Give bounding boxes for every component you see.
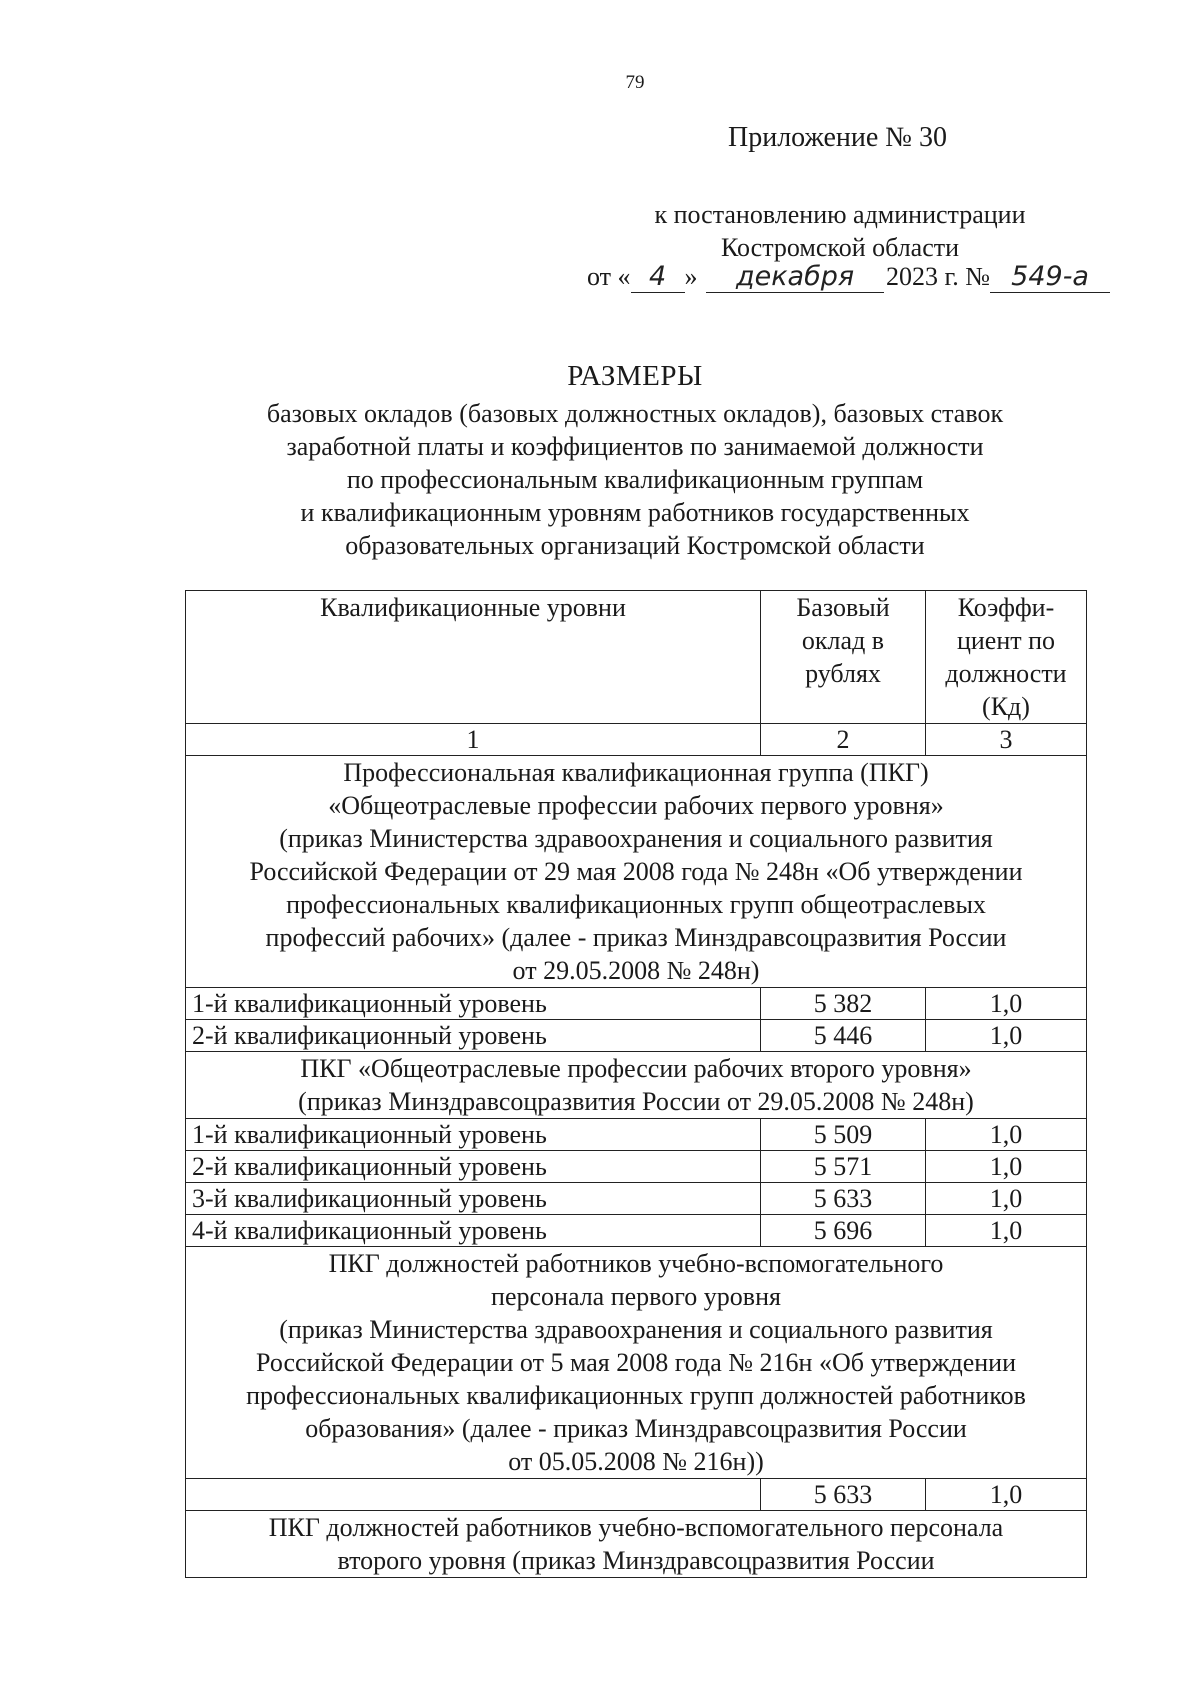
group-title-line: ПКГ «Общеотраслевые профессии рабочих второго уровня» [300,1054,972,1083]
column-header-line: (Кд) [982,692,1030,721]
group-title [186,1247,1087,1479]
group-title-line: «Общеотраслевые профессии рабочих первого уровня» [328,791,944,820]
decree-reference-line: к постановлению администрации [654,200,1026,229]
subtitle-line: базовых окладов (базовых должностных окладов), базовых ставок [266,399,1004,428]
salary-cell: 5 446 [761,1020,926,1052]
page-number: 79 [625,72,645,93]
table-row [186,1183,1087,1215]
column-header-line: Квалификационные уровни [320,593,626,622]
column-number: 3 [926,724,1087,756]
coefficient-cell: 1,0 [926,1119,1087,1151]
column-header-salary [761,591,926,724]
column-number-row [186,724,1087,756]
subtitle-line: заработной платы и коэффициентов по занимаемой должности [286,432,984,461]
group-title [186,1052,1087,1119]
handwritten-day: 4 [631,262,685,293]
table-row [186,1479,1087,1511]
document-subtitle [210,397,1060,562]
level-cell: 4-й квалификационный уровень [186,1215,761,1247]
handwritten-month: декабря [706,262,884,293]
group-title-line: ПКГ должностей работников учебно-вспомогательного персонала [268,1513,1004,1542]
appendix-title: Приложение № 30 [728,122,947,153]
salary-cell: 5 633 [761,1183,926,1215]
group-header-row [186,1247,1087,1479]
level-cell: 2-й квалификационный уровень [186,1020,761,1052]
group-header-row [186,1052,1087,1119]
group-title-line: (приказ Министерства здравоохранения и социального развития [279,1315,993,1344]
column-header-line: Базовый [796,593,890,622]
coefficient-cell: 1,0 [926,1020,1087,1052]
header-row [186,591,1087,724]
subtitle-line: образовательных организаций Костромской области [345,531,925,560]
salary-cell: 5 633 [761,1479,926,1511]
date-prefix: от « [587,262,631,291]
document-title: РАЗМЕРЫ [567,360,703,392]
group-title-line: ПКГ должностей работников учебно-вспомогательного [328,1249,944,1278]
coefficient-cell: 1,0 [926,1183,1087,1215]
group-title-line: профессиональных квалификационных групп общеотраслевых [286,890,986,919]
level-cell [186,1479,761,1511]
handwritten-decree-number: 549-а [990,262,1110,293]
column-header-coefficient [926,591,1087,724]
table-row [186,1119,1087,1151]
group-title-line: второго уровня (приказ Минздравсоцразвития России [337,1546,935,1575]
decree-reference [640,198,1040,264]
group-title [186,756,1087,988]
group-header-row [186,1511,1087,1578]
group-title-line: персонала первого уровня [491,1282,781,1311]
column-number: 2 [761,724,926,756]
group-title-line: (приказ Министерства здравоохранения и социального развития [279,824,993,853]
coefficient-cell: 1,0 [926,988,1087,1020]
coefficient-cell: 1,0 [926,1151,1087,1183]
level-cell: 1-й квалификационный уровень [186,1119,761,1151]
decree-reference-line: Костромской области [720,233,960,262]
decree-date-line [587,262,1110,293]
subtitle-line: по профессиональным квалификационным группам [346,465,924,494]
column-number: 1 [186,724,761,756]
subtitle-line: и квалификационным уровням работников государственных [300,498,970,527]
group-title-line: (приказ Минздравсоцразвития России от 29.05.2008 № 248н) [298,1087,974,1116]
column-header-levels [186,591,761,724]
column-header-line: Коэффи- [957,593,1055,622]
salary-cell: 5 509 [761,1119,926,1151]
group-title-line: профессиональных квалификационных групп должностей работников [246,1381,1026,1410]
level-cell: 2-й квалификационный уровень [186,1151,761,1183]
group-header-row [186,756,1087,988]
group-title [186,1511,1087,1578]
table-row [186,1151,1087,1183]
coefficient-cell: 1,0 [926,1479,1087,1511]
salary-cell: 5 571 [761,1151,926,1183]
group-title-line: от 05.05.2008 № 216н)) [508,1447,764,1476]
column-header-line: циент по [956,626,1056,655]
decree-year: 2023 г. № [886,262,991,291]
column-header-line: оклад в [801,626,885,655]
column-header-line: рублях [805,659,881,688]
table-row [186,1215,1087,1247]
level-cell: 3-й квалификационный уровень [186,1183,761,1215]
quote-close: » [684,262,698,291]
group-title-line: Российской Федерации от 29 мая 2008 года № 248н «Об утверждении [249,857,1023,886]
salary-cell: 5 696 [761,1215,926,1247]
group-title-line: Профессиональная квалификационная группа (ПКГ) [343,758,929,787]
table-row [186,988,1087,1020]
salary-table [185,590,1087,1578]
column-header-line: должности [945,659,1067,688]
table-row [186,1020,1087,1052]
salary-cell: 5 382 [761,988,926,1020]
level-cell: 1-й квалификационный уровень [186,988,761,1020]
group-title-line: образования» (далее - приказ Минздравсоцразвития России [305,1414,967,1443]
group-title-line: профессий рабочих» (далее - приказ Минздравсоцразвития России [265,923,1007,952]
group-title-line: от 29.05.2008 № 248н) [512,956,760,985]
group-title-line: Российской Федерации от 5 мая 2008 года № 216н «Об утверждении [256,1348,1016,1377]
coefficient-cell: 1,0 [926,1215,1087,1247]
